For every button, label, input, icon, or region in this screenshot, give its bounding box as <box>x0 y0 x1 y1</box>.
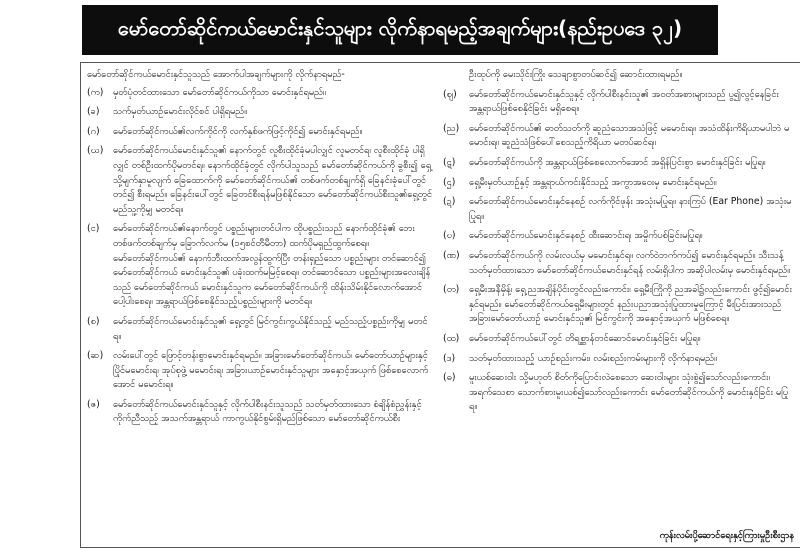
rule-marker: (ဆ) <box>87 350 104 362</box>
rule-marker: (တ) <box>443 284 460 296</box>
rule-item <box>443 229 795 244</box>
rule-marker: (ဈ) <box>443 88 457 100</box>
rule-marker: (ထ) <box>443 332 460 344</box>
rule-text: မော်တော်ဆိုင်ကယ်ပေါ်တွင် တိရစ္ဆာန်တင်ဆောင်မောင်းနှင်ခြင်း မပြုရ။ <box>469 332 701 344</box>
rule-marker: (က) <box>87 86 104 98</box>
rule-text: သက်မှတ်ယာဉ်မောင်းလိုင်စင် ပါရှိရမည်။ <box>113 106 248 118</box>
rule-item <box>443 249 795 278</box>
rules-frame <box>80 62 800 548</box>
rule-text: မော်တော်ဆိုင်ကယ်မောင်းနှင်သူ၏ နောက်တွင် လူစီးထိုင်ခုံမပါလျှင် လူမတင်ရ၊ လူစီးထိုင်ခုံ ပါရှိလျှင် တစ်ဦးထက်ပိုမတင်ရ။ နောက်ထိုင်ခုံတွင် လိုက်ပါသူသည် မော်တော်ဆိုင်ကယ်ကို ခွစီး၍ ရှေ့သို့မျက်နှာမူလျက် ခြေထောက်ကို မော်တော်ဆိုင်ကယ်၏ တစ်ဖက်တစ်ချက်ရှိ ခြေနင်းခုံပေါ်တွင်တင်၍ စီးရမည်။ ခြေနင်းပေါ်တွင် ခြေတင်စီးရန်မဖြစ်နိုင်သော မော်တော်ဆိုင်ကယ်စီးသူ၏ရှေ့တွင် မည်သူ့ကိုမျှ မတင်ရ။ <box>113 145 432 215</box>
rule-item <box>87 398 433 427</box>
rule-item <box>87 105 433 120</box>
rule-item <box>87 315 433 344</box>
rule-item <box>443 176 795 191</box>
rule-text: မော်တော်ဆိုင်ကယ်၏ ဓာတ်သတ်ကို ဆူညံသောအသံဖြင့် မမောင်းရ။ အသံထိန်းကိရိယာမပါဘဲ မမောင်းရ။ ဆူညံသံဖြစ်ပေါ်စေသည့်ကိရိယာ မတပ်ဆင်ရ။ <box>469 122 790 149</box>
rule-text: မော်တော်ဆိုင်ကယ်ကို အန္တရာယ်ဖြစ်စေလောက်အောင် အရှိန်ပြင်းစွာ မောင်းနှင်ခြင်း မပြုရ။ <box>469 156 766 168</box>
rule-text: မော်တော်ဆိုင်ကယ်မောင်းနှင်သူနှင့် လိုက်ပါစီးနင်းသူ၏ အဝတ်အစားများသည် ပွ၍လွင့်နေခြင်း အန္တရာယ်ဖြစ်စေနိုင်ခြင်း မရှိစေရ။ <box>469 88 779 115</box>
rule-item <box>443 332 795 347</box>
rule-item <box>443 195 795 224</box>
rule-text: ရှေ့မီးမှတ်ယာဉ်နှင့် အန္တရာယ်ကင်းနိုင်သည့် အကွာအဝေးမှ မောင်းနှင်ရမည်။ <box>469 176 717 188</box>
rule-text: သတ်မှတ်ထားသည့် ယာဉ်စည်းကမ်း၊ လမ်းစည်းကမ်းများကို လိုက်နာရမည်။ <box>469 352 717 364</box>
rule-marker: (ဃ) <box>87 145 104 157</box>
rule-marker: (စ) <box>87 315 100 327</box>
rule-text: မူးယစ်ဆေးဝါး သို့မဟုတ် စိတ်ကိုပြောင်းလဲစေသော ဆေးဝါးများ သုံးစွဲ၍သော်လည်းကောင်း၊ အရက်သေစာ သောက်စားမူးယစ်၍သော်လည်းကောင်း မော်တော်ဆိုင်ကယ်ကို မောင်းနှင်ခြင်း မပြုရ။ <box>469 372 789 413</box>
rule-text: မော်တော်ဆိုင်ကယ်၏လက်ကိုင်ကို လက်နှစ်ဖက်ဖြင့်ကိုင်၍ မောင်းနှင်ရမည်။ <box>113 125 363 137</box>
rule-marker: (ဋ) <box>443 156 456 168</box>
rule-text: မော်တော်ဆိုင်ကယ်မောင်းနှင်နေစဉ် ထီးဆောင်းရ၊ အမှိုက်ပစ်ခြင်းမပြုရ။ <box>469 230 703 242</box>
intro-text: မော်တော်ဆိုင်ကယ်မောင်းနှင်သူသည် အောက်ပါအချက်များကို လိုက်နာရမည်- <box>87 69 345 80</box>
rule-item <box>443 352 795 367</box>
rule-text: မော်တော်ဆိုင်ကယ်မောင်းနှင်သူ၏ ရှေ့တွင် မြင်ကွင်းကွယ်နိုင်သည့် မည်သည့်ပစ္စည်းကိုမျှ မတင်ရ။ <box>113 315 428 342</box>
rule-marker: (ဎ) <box>443 230 456 242</box>
right-column <box>443 68 795 420</box>
rule-marker: (ဇ) <box>87 398 100 410</box>
rule-item <box>87 349 433 393</box>
notice-title: မော်တော်ဆိုင်ကယ်မောင်းနှင်သူများ လိုက်နာရမည့်အချက်များ(နည်းဥပဒေ ၃၂) <box>82 5 718 55</box>
rule-marker: (ခ) <box>87 106 100 118</box>
rule-marker: (ဏ) <box>443 249 460 261</box>
rule-item <box>443 122 795 151</box>
rule-marker: (ဂ) <box>87 125 100 137</box>
rule-text: မော်တော်ဆိုင်ကယ်မောင်းနှင်နေစဉ် လက်ကိုင်ဖုန်း အသုံးမပြုရ။ နားကြပ် (Ear Phone) အသုံးမပြုရ။ <box>469 196 792 222</box>
rule-marker: (ဌ) <box>443 176 456 188</box>
rule-item <box>443 371 795 415</box>
rule-item <box>87 125 433 140</box>
left-column <box>87 68 433 432</box>
rule-item <box>87 144 433 217</box>
rule-item <box>87 86 433 101</box>
rule-text: မော်တော်ဆိုင်ကယ်၏နောက်တွင် ပစ္စည်းများတင်ပါက ထိုပစ္စည်းသည် နောက်ထိုင်ခုံ၏ ဘေးတစ်ဖက်တစ်ချက်မှ ခြောက်လက်မ (၁၅စင်တီမီတာ) ထက်ပိုမရှည်ထွက်စေရ။ မော်တော်ဆိုင်ကယ်၏ နောက်ဘီးထက်အလွန်ထွက်ပြီး တန်းရှည်သော ပစ္စည်းများ တင်ဆောင်၍ မော်တော်ဆိုင်ကယ် မောင်းနှင်သူ၏ ပခုံးထက်မမြင့်စေရ။ တင်ဆောင်သော ပစ္စည်းများအလေးချိန်သည် မော်တော်ဆိုင်ကယ် မောင်းနှင်သူက မော်တော်ဆိုင်ကယ်ကို ထိန်းသိမ်းနိုင်လောက်အောင် ပေါ့ပါးစေရ။ အန္တရာယ်ဖြစ်စေနိုင်သည့်ပစ္စည်းများကို မတင်ရ။ <box>113 223 431 308</box>
rule-marker: (င) <box>87 223 100 235</box>
rule-item <box>443 88 795 117</box>
rule-text: မှတ်ပုံတင်ထားသော မော်တော်ဆိုင်ကယ်ကိုသာ မောင်းနှင်ရမည်။ <box>113 86 326 98</box>
rule-text: မော်တော်ဆိုင်ကယ်ကို လမ်းလယ်မှ မမောင်းနှင်ရ။ လက်ဝဲဘက်ကပ်၍ မောင်းနှင်ရမည်။ သီးသန့်သတ်မှတ်ထားသော မော်တော်ဆိုင်ကယ်မောင်းနှင်ရန် လမ်းရှိပါက အဆိုပါလမ်းမှ မောင်းနှင်ရမည်။ <box>469 249 791 276</box>
rule-item <box>87 222 433 310</box>
rule-text: လမ်းပေါ်တွင် ဖြောင့်တန်းစွာမောင်းနှင်ရမည်။ အခြားမော်တော်ဆိုင်ကယ်၊ မော်တော်ယာဉ်များနှင့် ပြိုင်မမောင်းရ၊ အုပ်စုဖွဲ့ မမောင်းရ၊ အခြားယာဉ်မောင်းနှင်သူများ အနှောင့်အယှက် ဖြစ်စေလောက်အောင် မမောင်းရ။ <box>113 350 429 391</box>
rule-text: မော်တော်ဆိုင်ကယ်မောင်းနှင်သူနှင့် လိုက်ပါစီးနင်းသူသည် သတ်မှတ်ထားသော စံချိန်စံညွှန်းနှင့်ကိုက်ညီသည့် အသက်အန္တရာယ် ကာကွယ်နိုင်စွမ်းရှိမည်ဖြစ်သော မော်တော်ဆိုင်ကယ်စီး <box>113 398 422 425</box>
rule-text: ရှေ့မီးအနီမှိန့်၊ ရှေ့ညအချိန်ပိုင်းတွင်လည်းကောင်း၊ ရှေ့မီးကြိုကို ညအခါ၌လည်းကောင်း ဖွင့်၍မောင်းနှင်ရမည်။ မော်တော်ဆိုင်ကယ်ရှေ့မီးများတွင် နည်းပညာအသုံးပြုထားမှုကြောင့် မီးပြင်းအားသည် အခြားမော်တော်ယာဉ် မောင်းနှင်သူ၏ မြင်ကွင်းကို အနှောင့်အယှက် မဖြစ်စေရ။ <box>469 284 792 325</box>
rule-marker: (ဒ) <box>443 352 456 364</box>
rule-item <box>443 156 795 171</box>
department-signature: ကုန်းလမ်းပို့ဆောင်ရေးနှင့်ကြားမှုဦးစီးဌာန <box>659 530 794 541</box>
rule-marker: (ည) <box>443 122 460 134</box>
rule-continuation: ဦးထုပ်ကို မေးသိုင်းကြိုး သေချာစွာတပ်ဆင်၍ ဆောင်းထားရမည်။ <box>469 69 683 80</box>
rule-item <box>443 283 795 327</box>
rule-marker: (ဍ) <box>443 196 456 208</box>
rule-marker: (ဓ) <box>443 372 456 384</box>
